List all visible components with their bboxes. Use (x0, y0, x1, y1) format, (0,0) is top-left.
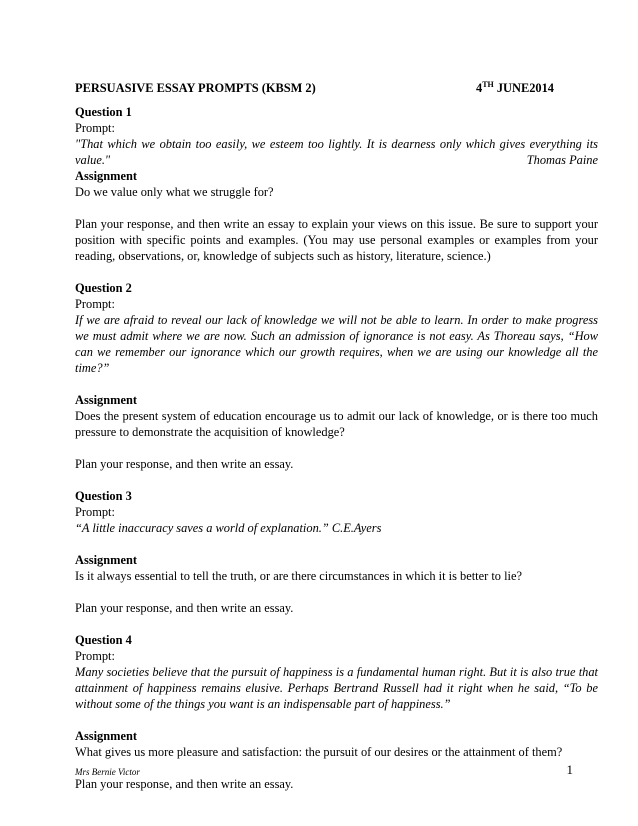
document-page (75, 80, 598, 792)
question-3 (75, 488, 598, 616)
assignment-label: Assignment (75, 553, 137, 567)
question-2 (75, 280, 598, 472)
prompt-label: Prompt: (75, 505, 115, 519)
assignment-label: Assignment (75, 729, 137, 743)
document-header (75, 80, 598, 96)
assignment-label: Assignment (75, 169, 137, 183)
question-title: Question 3 (75, 489, 132, 503)
question-title: Question 1 (75, 105, 132, 119)
assignment-text: What gives us more pleasure and satisfaction: the pursuit of our desires or the attainment of them? (75, 745, 563, 759)
document-title: PERSUASIVE ESSAY PROMPTS (KBSM 2) (75, 81, 316, 95)
assignment-text: Do we value only what we struggle for? (75, 185, 274, 199)
assignment-text: Does the present system of education encourage us to admit our lack of knowledge, or is there too much pressure to demonstrate the acquisition of knowledge? (75, 409, 598, 439)
assignment-text: Is it always essential to tell the truth, or are there circumstances in which it is better to lie? (75, 569, 522, 583)
footer-author: Mrs Bernie Victor (75, 767, 140, 777)
prompt-label: Prompt: (75, 649, 115, 663)
prompt-text: If we are afraid to reveal our lack of knowledge we will not be able to learn. In order to make progress we must admit where we are now. Such an admission of ignorance is not easy. As Thoreau says, “How can we remember our ignorance which our growth requires, when we are using our knowledge all the time?” (75, 313, 598, 375)
prompt-text: Many societies believe that the pursuit of happiness is a fundamental human right. But it is also true that attainment of happiness remains elusive. Perhaps Bertrand Russell had it right when he said, “To be without some of the things you want is an indispensable part of happiness.” (75, 665, 598, 711)
prompt-text: “A little inaccuracy saves a world of explanation.” C.E.Ayers (75, 521, 382, 535)
page-number: 1 (566, 762, 573, 777)
plan-text: Plan your response, and then write an essay to explain your views on this issue. Be sure to support your position with specific points and examples. (You may use personal examples or examples from your reading, observations, or, knowledge of subjects such as history, literature, science.) (75, 217, 598, 263)
question-title: Question 2 (75, 281, 132, 295)
prompt-label: Prompt: (75, 121, 115, 135)
question-title: Question 4 (75, 633, 132, 647)
question-1 (75, 104, 598, 264)
assignment-label: Assignment (75, 393, 137, 407)
prompt-quote (75, 136, 598, 168)
prompt-author: Thomas Paine (521, 152, 598, 168)
plan-text: Plan your response, and then write an essay. (75, 777, 294, 791)
document-date: 4TH JUNE2014 (476, 79, 555, 95)
plan-text: Plan your response, and then write an essay. (75, 601, 294, 615)
prompt-text: "That which we obtain too easily, we esteem too lightly. It is dearness only which gives everything its value." (75, 137, 598, 167)
prompt-label: Prompt: (75, 297, 115, 311)
plan-text: Plan your response, and then write an essay. (75, 457, 294, 471)
question-4 (75, 632, 598, 792)
